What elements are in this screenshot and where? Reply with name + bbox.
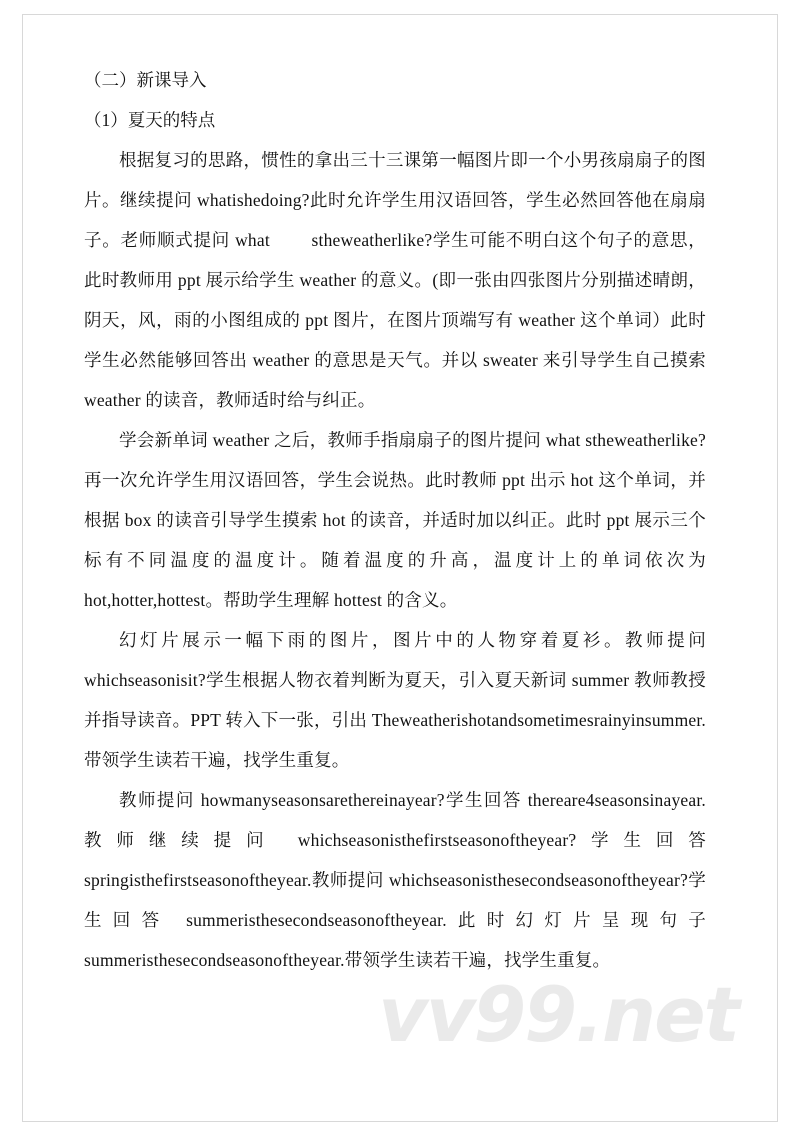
paragraph-1: 根据复习的思路，惯性的拿出三十三课第一幅图片即一个小男孩扇扇子的图片。继续提问 whatishedoing?此时允许学生用汉语回答，学生必然回答他在扇扇子。老师顺式提问 what stheweatherlike?学生可能不明白这个句子的意思，此时教师用 ppt 展示给学生 weather 的意义。(即一张由四张图片分别描述晴朗，阴天，风，雨的小图组成的 ppt 图片，在图片顶端写有 weather 这个单词）此时学生必然能够回答出 weather 的意思是天气。并以 sweater 来引导学生自己摸索 weather 的读音，教师适时给与纠正。 [84,150,706,410]
section-heading-summer-features: （1）夏天的特点 [84,110,216,130]
watermark: vv99.net [378,970,738,1059]
paragraph-2: 学会新单词 weather 之后，教师手指扇扇子的图片提问 what stheweatherlike?再一次允许学生用汉语回答，学生会说热。此时教师 ppt 出示 hot 这个单词，并根据 box 的读音引导学生摸索 hot 的读音，并适时加以纠正。此时 ppt 展示三个标有不同温度的温度计。随着温度的升高，温度计上的单词依次为 hot,hotter,hottest。帮助学生理解 hottest 的含义。 [84,430,706,610]
paragraph-4: 教师提问 howmanyseasonsarethereinayear?学生回答 thereare4seasonsinayear.教师继续提问 whichseasonisthefirstseasonoftheyear?学生回答 springisthefirstseasonoftheyear.教师提问 whichseasonisthesecondseasonoftheyear?学生回答 summeristhesecondseasonoftheyear.此时幻灯片呈现句子 summeristhesecondseasonoftheyear.带领学生读若干遍，找学生重复。 [84,790,706,970]
document-body [84,60,706,980]
paragraph-3: 幻灯片展示一幅下雨的图片，图片中的人物穿着夏衫。教师提问 whichseasonisit?学生根据人物衣着判断为夏天，引入夏天新词 summer 教师教授并指导读音。PPT 转入下一张，引出 Theweatherishotandsometimesrainyinsummer.带领学生读若干遍，找学生重复。 [84,630,706,770]
section-heading-new-lesson: （二）新课导入 [84,70,207,90]
